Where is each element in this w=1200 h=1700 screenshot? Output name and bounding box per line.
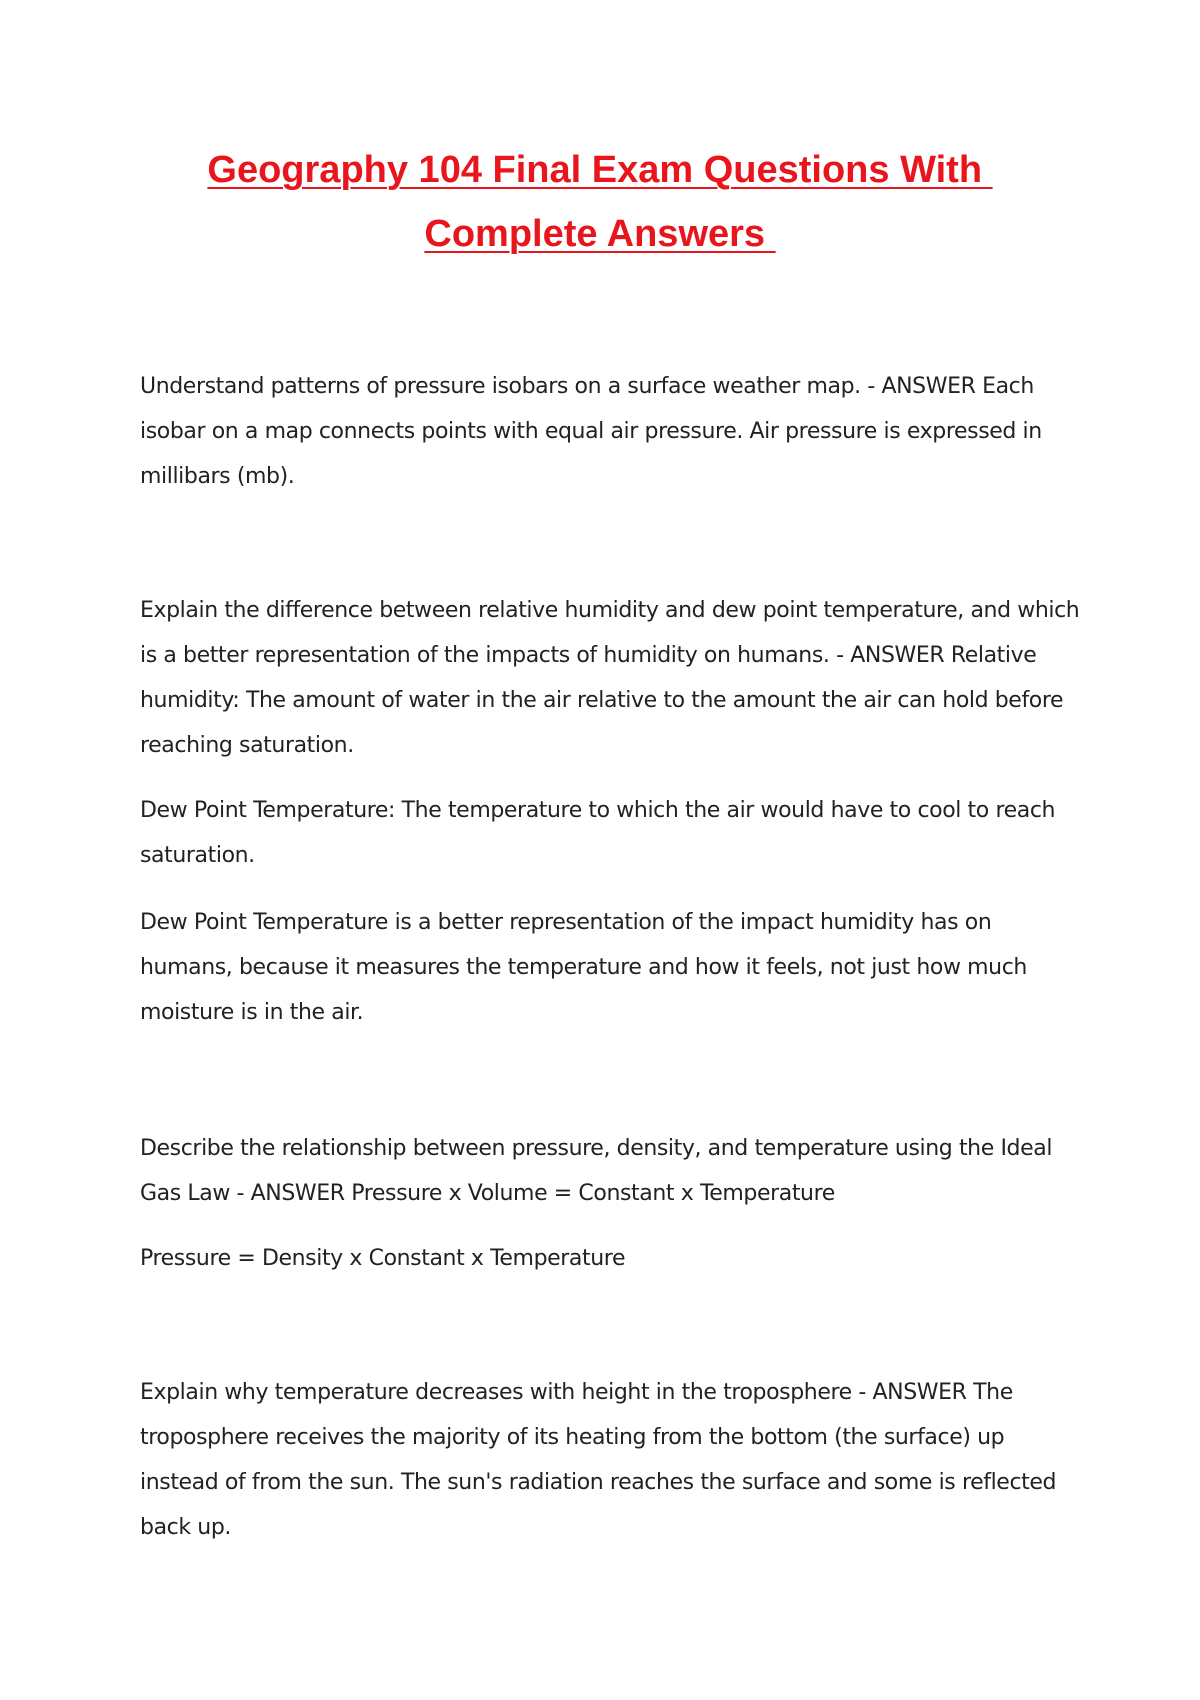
document-title bbox=[0, 150, 1200, 254]
paragraph-relative-humidity: Explain the difference between relative humidity and dew point temperature, and which is a better representation of the impacts of humidity on humans. - ANSWER Relative humidity: The amount of water in the air relative to the amount the air can hold before reaching saturation. bbox=[140, 598, 1080, 758]
title-line-1: Geography 104 Final Exam Questions With bbox=[207, 149, 993, 191]
paragraph-troposphere: Explain why temperature decreases with height in the troposphere - ANSWER The troposphere receives the majority of its heating from the bottom (the surface) up instead of from the sun. The sun's radiation reaches the surface and some is reflected back up. bbox=[140, 1380, 1057, 1540]
paragraph-dew-point-definition: Dew Point Temperature: The temperature to which the air would have to cool to reach saturation. bbox=[140, 798, 1056, 868]
paragraph-ideal-gas-law: Describe the relationship between pressure, density, and temperature using the Ideal Gas Law - ANSWER Pressure x Volume = Constant x Temperature bbox=[140, 1136, 1053, 1206]
title-line-2: Complete Answers bbox=[424, 213, 776, 255]
paragraph-dew-point-impact: Dew Point Temperature is a better representation of the impact humidity has on humans, because it measures the temperature and how it feels, not just how much moisture is in the air. bbox=[140, 910, 1027, 1025]
paragraph-pressure-equation: Pressure = Density x Constant x Temperature bbox=[140, 1246, 626, 1271]
paragraph-isobars: Understand patterns of pressure isobars on a surface weather map. - ANSWER Each isobar on a map connects points with equal air pressure. Air pressure is expressed in millibars (mb). bbox=[140, 374, 1042, 489]
